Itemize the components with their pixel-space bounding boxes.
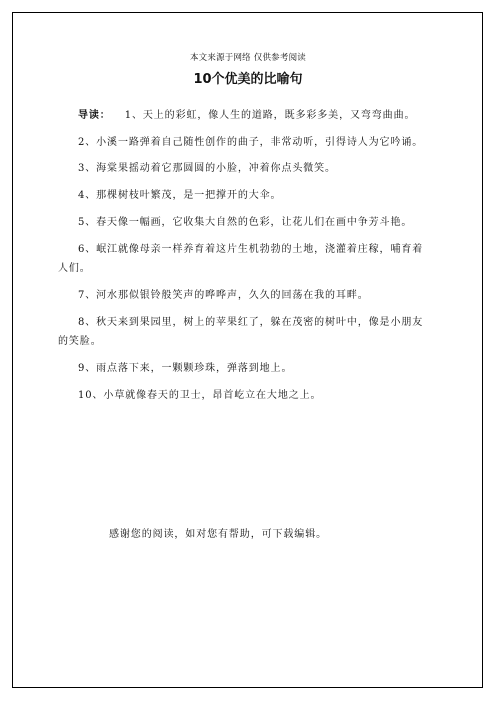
paragraph-8: 8、秋天来到果园里，树上的苹果红了，躲在茂密的树叶中，像是小朋友的笑脸。 — [58, 316, 424, 348]
paragraph-5: 5、春天像一幅画，它收集大自然的色彩，让花儿们在画中争芳斗艳。 — [78, 216, 413, 228]
paragraph-3: 3、海棠果摇动着它那圆圆的小脸，冲着你点头微笑。 — [78, 163, 336, 175]
paragraph-text: 1、天上的彩虹，像人生的道路，既多彩多美，又弯弯曲曲。 — [124, 110, 416, 121]
document-body — [58, 106, 430, 412]
paragraph-10: 10、小草就像春天的卫士，昂首屹立在大地之上。 — [78, 389, 322, 401]
paragraph-7: 7、河水那似银铃般笑声的哗哗声，久久的回荡在我的耳畔。 — [78, 289, 369, 301]
document-title: 10个优美的比喻句 — [193, 72, 303, 87]
paragraph-4: 4、那棵树枝叶繁茂，是一把撑开的大伞。 — [78, 190, 282, 202]
paragraph-9: 9、雨点落下来，一颗颗珍珠，弹落到地上。 — [78, 363, 293, 375]
paragraph-2: 2、小溪一路弹着自己随性创作的曲子，非常动听，引得诗人为它吟诵。 — [78, 136, 424, 148]
paragraph-6: 6、岷江就像母亲一样养育着这片生机勃勃的土地，浇灌着庄稼，哺育着人们。 — [58, 243, 424, 275]
thanks-note: 感谢您的阅读，如对您有帮助，可下载编辑。 — [109, 529, 327, 540]
paragraph-1 — [58, 106, 430, 126]
lead-label: 导读： — [78, 110, 111, 121]
source-note: 本文来源于网络 仅供参考阅读 — [189, 53, 306, 63]
